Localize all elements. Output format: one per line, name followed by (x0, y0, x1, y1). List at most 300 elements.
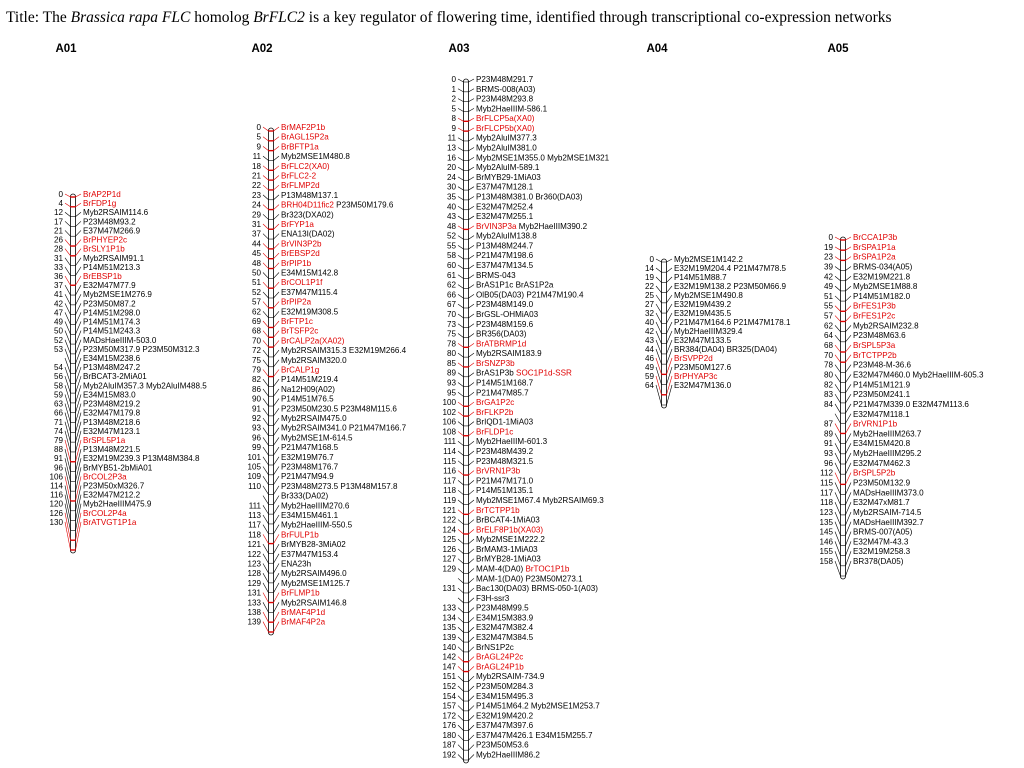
locus-connector-right (469, 696, 475, 701)
marker-position: 115 (820, 478, 833, 488)
locus-connector-right (274, 137, 280, 141)
marker-name (476, 496, 604, 505)
locus-connector-left (263, 476, 269, 484)
marker-name (476, 535, 545, 544)
marker-name (476, 476, 534, 485)
marker-name-text: Myb2AluIM357.3 Myb2AluIM488.5 (83, 381, 207, 391)
locus-connector-left (65, 413, 71, 433)
marker-position: 89 (446, 368, 456, 378)
marker-name (281, 550, 339, 559)
locus-connector-right (76, 303, 82, 314)
locus-connector-right (846, 473, 852, 485)
marker-position: 66 (446, 290, 456, 300)
marker-position: 91 (53, 454, 63, 464)
marker-name (83, 491, 141, 500)
marker-position: 8 (451, 114, 456, 124)
marker-name (281, 239, 322, 248)
marker-position: 43 (446, 212, 456, 222)
marker-position: 4 (58, 199, 63, 209)
locus-connector-right (846, 414, 852, 424)
marker-name-text: BrSVPP2d (674, 354, 713, 363)
locus-connector-right (274, 467, 280, 475)
locus-connector-right (469, 343, 475, 347)
marker-name (476, 281, 554, 290)
marker-name (281, 220, 314, 229)
locus-connector-right (846, 325, 852, 331)
marker-position: 40 (644, 318, 654, 327)
locus-connector-left (263, 583, 269, 593)
marker-name (853, 243, 896, 252)
marker-position: 62 (251, 307, 261, 317)
marker-name-text: E32M47M252.4 (476, 202, 534, 212)
title-italic-brflc2: BrFLC2 (253, 9, 305, 26)
marker-name (853, 537, 909, 546)
marker-name-text: Myb2MSE1M276.9 (83, 290, 152, 300)
locus-connector-right (846, 433, 852, 443)
marker-name-text: Myb2AluIM-589.1 (476, 163, 540, 173)
marker-name (281, 288, 338, 297)
locus-connector-left (835, 286, 841, 291)
marker-position: 36 (53, 271, 63, 281)
locus-connector-right (274, 496, 280, 505)
marker-position: 44 (644, 345, 654, 354)
marker-position: 142 (442, 652, 456, 662)
marker-position: 117 (443, 476, 456, 486)
locus-connector-right (274, 515, 280, 524)
marker-name (476, 104, 548, 113)
locus-connector-right (274, 253, 280, 259)
marker-name-text: P14M51M182.0 (853, 291, 911, 301)
marker-name (853, 292, 911, 301)
marker-position: 79 (251, 365, 261, 375)
marker-name-text: E32M19M308.5 (281, 307, 339, 317)
locus-connector-left (656, 286, 662, 293)
locus-connector-right (469, 725, 475, 730)
marker-position: 66 (53, 408, 63, 418)
marker-position: 116 (443, 466, 456, 476)
marker-position: 58 (53, 381, 63, 391)
marker-position: 28 (53, 244, 63, 254)
locus-connector-left (263, 573, 269, 583)
marker-name (83, 354, 141, 363)
marker-name-text: BrPHYAP3c (674, 372, 718, 381)
marker-name-text: BrFLC2(XA0) (281, 161, 330, 171)
marker-name (281, 589, 320, 598)
marker-name-text: BrFYP1a (281, 220, 314, 229)
locus-connector-right (846, 345, 852, 352)
locus-connector-left (656, 322, 662, 334)
marker-position: 23 (251, 190, 261, 200)
chromosome-bar (464, 79, 469, 763)
locus-connector-right (274, 302, 280, 308)
marker-position: 42 (644, 327, 654, 336)
locus-connector-left (263, 146, 269, 150)
marker-position: 33 (53, 262, 63, 272)
marker-name (476, 682, 534, 691)
marker-name (83, 509, 127, 518)
marker-name (476, 633, 534, 642)
locus-connector-right (469, 539, 475, 544)
marker-name (476, 653, 523, 662)
marker-name (83, 327, 141, 336)
locus-connector-left (458, 245, 464, 249)
marker-name-text: BrATBRMP1d (476, 339, 527, 349)
marker-name (476, 565, 570, 574)
marker-name (83, 290, 152, 299)
marker-name (476, 525, 543, 534)
locus-connector-left (458, 657, 464, 662)
marker-position: 131 (247, 588, 261, 598)
locus-connector-right (469, 559, 475, 564)
marker-name-text: BRH04D11fic2 (281, 200, 334, 210)
marker-position: 92 (251, 414, 261, 423)
locus-connector-left (65, 367, 71, 383)
locus-connector-right (469, 637, 475, 642)
locus-connector-left (263, 302, 269, 308)
locus-connector-left (458, 255, 464, 259)
locus-connector-left (835, 316, 841, 322)
locus-connector-left (263, 331, 269, 338)
locus-connector-right (469, 206, 475, 209)
title-prefix: Title: The (6, 9, 71, 26)
marker-name-text: Myb2AluIM138.8 (476, 231, 537, 241)
locus-connector-left (458, 128, 464, 131)
marker-name-text: BrFLKP2b (476, 407, 514, 417)
marker-name (281, 608, 325, 617)
marker-name (853, 508, 922, 517)
marker-name (83, 518, 137, 527)
marker-name (281, 453, 334, 462)
marker-position: 139 (247, 617, 261, 627)
marker-name (476, 163, 540, 172)
locus-connector-right (469, 353, 475, 357)
marker-position: 86 (251, 384, 261, 394)
group-label: A03 (448, 43, 470, 55)
locus-connector-left (458, 461, 464, 465)
locus-connector-right (846, 335, 852, 342)
locus-connector-right (274, 243, 280, 248)
marker-name-text: P14M51M219.4 (281, 375, 339, 385)
marker-name-text: Myb2HaeIIIM475.9 (83, 499, 152, 509)
marker-name-text: Myb2RSAIM315.3 E32M19M266.4 (281, 346, 407, 356)
marker-name (476, 506, 520, 515)
marker-name-text: ENA23h (281, 559, 312, 569)
marker-position: 19 (823, 242, 833, 252)
locus-connector-right (469, 392, 475, 396)
marker-name-text: Myb2MSE1M88.8 (853, 282, 918, 292)
locus-connector-right (274, 263, 280, 269)
locus-connector-left (263, 399, 269, 406)
locus-connector-left (458, 676, 464, 681)
marker-name-text: BrTSFP2c (281, 326, 319, 336)
locus-connector-right (274, 612, 280, 622)
marker-name (281, 142, 319, 151)
marker-name-text: BrMYB29-1MiA03 (476, 172, 541, 182)
locus-connector-left (65, 376, 71, 393)
locus-connector-left (835, 276, 841, 280)
marker-name-text: E37M47M128.1 (476, 182, 534, 192)
locus-connector-left (65, 358, 71, 374)
locus-connector-left (65, 449, 71, 471)
marker-position: 122 (442, 515, 456, 525)
locus-connector-right (274, 331, 280, 338)
marker-position: 95 (446, 388, 456, 398)
locus-connector-left (458, 755, 464, 760)
locus-connector-left (835, 296, 841, 301)
locus-connector-left (458, 529, 464, 534)
locus-connector-left (263, 544, 269, 553)
marker-name-text: P23M50M53.6 (476, 740, 529, 750)
locus-connector-right (274, 350, 280, 357)
marker-name-text: BrFLMP2d (281, 181, 320, 191)
marker-position: 1 (451, 84, 456, 94)
locus-connector-left (458, 480, 464, 484)
locus-connector-right (469, 510, 475, 515)
marker-name (476, 545, 538, 554)
marker-name (476, 153, 610, 162)
marker-name-text: E37M47M153.4 (281, 549, 339, 559)
locus-connector-left (458, 510, 464, 515)
marker-name (281, 482, 398, 491)
locus-connector-left (458, 715, 464, 720)
marker-name-text: BrAGL15P2a (281, 132, 329, 142)
locus-connector-left (263, 622, 269, 632)
marker-name-text: E37M47M115.4 (281, 287, 338, 297)
marker-name (476, 643, 514, 652)
marker-name (83, 472, 127, 481)
locus-connector-left (458, 412, 464, 416)
marker-name-text: BrCALP2a(XA02) (281, 336, 345, 346)
marker-name (853, 262, 913, 271)
marker-name (853, 302, 896, 311)
marker-name-text: P21M47M168.5 (281, 443, 339, 453)
locus-connector-left (458, 696, 464, 701)
marker-name (674, 381, 732, 390)
marker-name-text: E37M47M397.6 (476, 721, 534, 731)
marker-position: 29 (251, 210, 261, 220)
locus-connector-left (835, 483, 841, 495)
locus-connector-right (667, 313, 673, 323)
marker-position: 75 (446, 329, 456, 339)
locus-connector-right (469, 686, 475, 691)
marker-name (476, 134, 537, 143)
marker-name-text: E32M47M255.1 (476, 212, 534, 222)
marker-name (83, 482, 145, 491)
marker-name (476, 731, 593, 740)
locus-connector-right (274, 564, 280, 574)
marker-name-text: BrAS1P1c BrAS1P2a (476, 280, 554, 290)
group-label: A02 (251, 43, 273, 55)
marker-name (476, 555, 541, 564)
locus-connector-left (458, 157, 464, 160)
locus-connector-left (65, 385, 71, 403)
marker-name-text: P23M48-M-36.6 (853, 360, 912, 370)
marker-name-text: E32M19M76.7 (281, 452, 334, 462)
locus-connector-left (458, 304, 464, 308)
marker-position: 126 (442, 544, 456, 554)
marker-position: 172 (442, 711, 456, 721)
marker-name-text: Myb2HaeIIIM270.6 (281, 501, 350, 511)
marker-name-text: P23M50M241.1 (853, 390, 911, 400)
locus-connector-right (274, 447, 280, 455)
marker-name-text: BrFES1P3b (853, 301, 896, 311)
marker-name-text: BrMAF4P2a (281, 617, 326, 627)
locus-connector-right (469, 588, 475, 593)
marker-position: 129 (247, 578, 261, 588)
locus-connector-right (274, 399, 280, 406)
marker-name-text: E37M47M426.1 E34M15M255.7 (476, 730, 593, 740)
marker-name-text: Myb2HaeIIIM-586.1 (476, 104, 548, 114)
marker-name (674, 327, 743, 336)
locus-connector-right (469, 285, 475, 289)
locus-connector-right (846, 306, 852, 312)
marker-name-text: MADsHaeIIIM392.7 (853, 517, 924, 527)
marker-name (476, 300, 534, 309)
locus-connector-right (846, 286, 852, 291)
locus-connector-right (274, 127, 280, 131)
marker-name-text: ENA13I(DA02) (281, 229, 335, 239)
locus-connector-left (458, 706, 464, 711)
marker-name (476, 692, 534, 701)
marker-name-text: P13M48M221.5 (83, 445, 141, 455)
locus-connector-left (458, 627, 464, 632)
marker-name-text: P21M47M85.7 (476, 388, 529, 398)
locus-connector-left (835, 365, 841, 373)
marker-name-text: E37M47M134.5 (476, 261, 534, 271)
locus-connector-right (469, 245, 475, 249)
marker-position: 78 (446, 339, 456, 349)
locus-connector-right (469, 157, 475, 160)
chromosome-bar (841, 237, 846, 579)
marker-name-text: BrMAM3-1MiA03 (476, 544, 538, 554)
locus-connector-left (835, 384, 841, 392)
marker-name (281, 598, 347, 607)
locus-connector-left (835, 394, 841, 403)
marker-position: 110 (248, 481, 261, 491)
locus-connector-left (263, 185, 269, 190)
marker-name-text: P23M50M317.9 P23M50M312.3 (83, 344, 200, 354)
marker-name (476, 183, 534, 192)
locus-connector-left (263, 496, 269, 505)
marker-name (853, 390, 911, 399)
marker-name (281, 395, 334, 404)
marker-name (281, 424, 407, 433)
marker-name-text: Myb2MSE1M355.0 Myb2MSE1M321 (476, 153, 610, 163)
marker-name-text: Myb2MSE1M142.2 (674, 255, 743, 264)
locus-connector-right (76, 294, 82, 305)
locus-connector-right (274, 176, 280, 181)
marker-name-text: E32M47M133.5 (674, 336, 732, 345)
locus-connector-left (65, 312, 71, 324)
locus-connector-right (76, 422, 82, 442)
marker-name-text: BrVIN3P2b (281, 239, 322, 249)
locus-connector-left (263, 593, 269, 603)
locus-connector-left (263, 370, 269, 377)
locus-connector-left (65, 240, 71, 246)
locus-connector-right (469, 187, 475, 190)
marker-position: 24 (446, 172, 456, 182)
marker-position: 24 (251, 200, 261, 210)
marker-position: 155 (819, 547, 833, 557)
marker-name-text: Myb2MSE1M67.4 Myb2RSAIM69.3 (476, 495, 604, 505)
locus-connector-left (458, 598, 464, 603)
marker-name-text: P23M48M149.0 (476, 300, 534, 310)
marker-name (281, 443, 339, 452)
marker-name-text: BrCOL1P1f (281, 278, 323, 288)
marker-position: 127 (442, 554, 456, 564)
locus-connector-right (274, 505, 280, 514)
marker-name (476, 672, 545, 681)
marker-position: 96 (251, 433, 261, 443)
locus-connector-left (263, 437, 269, 445)
marker-name (476, 290, 584, 299)
marker-name (853, 272, 911, 281)
marker-name-text: MAM-4(DA0) (476, 564, 524, 574)
marker-position: 82 (823, 380, 833, 390)
marker-position: 145 (819, 527, 833, 537)
marker-position: 147 (442, 662, 456, 672)
marker-position: 123 (247, 559, 261, 569)
locus-connector-right (76, 440, 82, 462)
marker-name-text: BrAGL24P2c (476, 652, 524, 662)
locus-connector-right (667, 277, 673, 282)
locus-connector-right (469, 569, 475, 574)
locus-connector-left (458, 324, 464, 328)
marker-position: 80 (446, 349, 456, 359)
locus-connector-right (76, 413, 82, 433)
marker-position: 35 (446, 192, 456, 202)
locus-connector-right (846, 384, 852, 392)
locus-connector-right (274, 379, 280, 386)
marker-name-text: BRMS-008(A03) (476, 84, 536, 94)
marker-name (476, 202, 534, 211)
locus-connector-right (846, 492, 852, 504)
marker-name (281, 492, 329, 501)
locus-connector-right (274, 321, 280, 327)
marker-name (853, 488, 924, 497)
marker-name-text: E32M47M-43.3 (853, 537, 909, 547)
locus-connector-right (274, 554, 280, 563)
marker-name (281, 327, 318, 336)
locus-connector-left (458, 471, 464, 475)
locus-connector-right (469, 422, 475, 426)
marker-name (853, 331, 906, 340)
locus-connector-right (469, 304, 475, 308)
locus-connector-left (835, 325, 841, 331)
marker-name-text: P23M50M132.9 (853, 478, 911, 488)
marker-name-text: E32M19M221.8 (853, 272, 911, 282)
marker-name (476, 251, 534, 260)
marker-name (674, 354, 713, 363)
locus-connector-right (274, 370, 280, 377)
locus-connector-right (469, 441, 475, 445)
locus-connector-right (667, 259, 673, 262)
marker-name-text: P21M47M164.6 P21M47M178.1 (674, 318, 791, 327)
marker-name-text: BrAP2P1d (83, 190, 121, 199)
locus-connector-right (274, 156, 280, 160)
marker-name (83, 390, 136, 399)
marker-name (853, 380, 911, 389)
locus-connector-right (76, 376, 82, 393)
locus-connector-left (263, 137, 269, 141)
marker-name (83, 363, 141, 372)
locus-connector-right (846, 404, 852, 413)
locus-connector-left (835, 502, 841, 515)
marker-position: 59 (53, 390, 63, 400)
chromosome-bar (269, 128, 274, 635)
marker-name-text: Myb2RSAIM114.6 (83, 208, 149, 218)
marker-name (83, 418, 141, 427)
